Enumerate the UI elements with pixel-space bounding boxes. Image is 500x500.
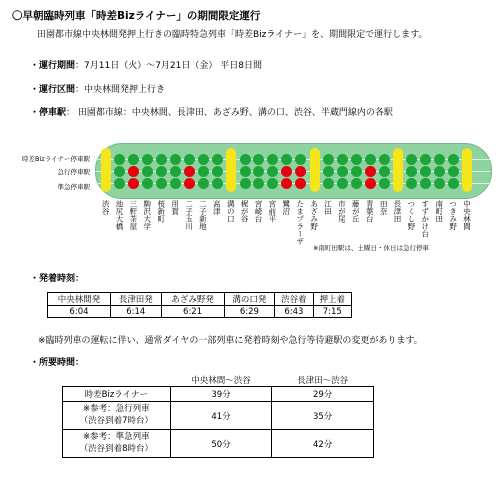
dep-header-cell: 中央林間発 <box>48 293 111 306</box>
stop-marker <box>184 154 195 165</box>
section-value: ：中央林間発押上行き <box>75 85 166 95</box>
station-name: 池尻大橋 <box>114 200 124 230</box>
stop-marker <box>420 166 431 177</box>
station-name: 鷺沼 <box>281 200 291 215</box>
section-line <box>30 82 165 95</box>
remark-text: ※臨時列車の運転に伴い、通常ダイヤの一部列車に発着時刻や急行等待避駅の変更があります。 <box>38 336 423 346</box>
stop-marker <box>142 154 153 165</box>
stop-marker <box>420 178 431 189</box>
dep-time-cell: 6:43 <box>275 306 313 318</box>
stop-marker <box>379 154 390 165</box>
stop-marker <box>212 166 223 177</box>
stop-marker <box>379 166 390 177</box>
row-label-semi: 準急停車駅 <box>57 183 90 191</box>
section-label: ・運行区間 <box>30 85 76 95</box>
required-label <box>63 402 171 430</box>
dep-time-cell: 6:29 <box>224 306 275 318</box>
stop-marker <box>406 154 417 165</box>
station-name: 渋谷 <box>101 200 111 215</box>
stop-marker <box>434 166 445 177</box>
station-name: 溝の口 <box>226 200 236 223</box>
stop-marker <box>170 178 181 189</box>
stop-marker <box>448 166 459 177</box>
stop-marker <box>323 178 334 189</box>
required-label <box>63 430 171 458</box>
stops-label: ・停車駅 <box>30 108 67 118</box>
station-name: 江田 <box>323 200 333 215</box>
stop-marker <box>128 178 139 189</box>
station-name: 青葉台 <box>365 200 375 223</box>
stop-marker <box>406 178 417 189</box>
station-name: 二子新地 <box>198 200 208 230</box>
required-value: 50分 <box>170 430 272 458</box>
station-name: 市が尾 <box>337 200 347 223</box>
departure-table <box>47 292 352 318</box>
stop-marker <box>253 166 264 177</box>
stop-marker <box>337 178 348 189</box>
stop-marker <box>448 178 459 189</box>
required-value: 41分 <box>170 402 272 430</box>
departure-time-row <box>48 306 352 318</box>
period-value: ：7月11日（火）～7月21日（金） 平日8日間 <box>75 61 262 71</box>
stop-marker <box>337 166 348 177</box>
stop-marker-biz <box>226 148 236 192</box>
stop-marker <box>184 178 195 189</box>
required-header-row <box>63 373 374 387</box>
stop-marker <box>212 178 223 189</box>
required-col1: 中央林間～渋谷 <box>170 373 272 387</box>
required-label-main: ※参考：急行列車 <box>83 404 150 415</box>
required-value: 29分 <box>272 387 374 402</box>
stop-marker <box>434 154 445 165</box>
stop-marker <box>337 154 348 165</box>
stop-marker <box>281 166 292 177</box>
station-name: すずかけ台 <box>420 200 430 238</box>
stop-marker <box>240 178 251 189</box>
stop-marker <box>142 166 153 177</box>
stop-marker <box>156 166 167 177</box>
station-name: 桜新町 <box>156 200 166 223</box>
stop-marker <box>379 178 390 189</box>
stop-marker <box>212 154 223 165</box>
station-name: 南町田 <box>434 200 444 223</box>
dep-time-cell: 7:15 <box>313 306 351 318</box>
required-row-biz <box>63 387 374 402</box>
stop-marker <box>281 178 292 189</box>
stop-marker <box>142 178 153 189</box>
stop-marker <box>198 178 209 189</box>
stop-marker <box>170 166 181 177</box>
station-name: 二子玉川 <box>184 200 194 230</box>
diagram-note: ※南町田駅は、土曜日・休日は急行停車 <box>313 244 429 252</box>
departure-header-row <box>48 293 352 306</box>
station-name: 藤が丘 <box>351 200 361 223</box>
station-name: 田奈 <box>379 200 389 215</box>
required-label-sub: （渋谷到着7時台） <box>79 415 154 426</box>
stop-marker <box>114 166 125 177</box>
period-label: ・運行期間 <box>30 61 76 71</box>
station-name: 三軒茶屋 <box>128 200 138 230</box>
station-name: 駒沢大学 <box>142 200 152 230</box>
station-name: 宮崎台 <box>253 200 263 223</box>
stop-marker <box>281 154 292 165</box>
dep-time-cell: 6:21 <box>161 306 224 318</box>
stop-marker <box>156 178 167 189</box>
period-line <box>30 58 262 71</box>
dep-time-cell: 6:04 <box>48 306 111 318</box>
stop-marker-biz <box>462 148 472 192</box>
required-row-express <box>63 402 374 430</box>
stops-value: ： 田園都市線：中央林間、長津田、あざみ野、溝の口、渋谷、半蔵門線内の各駅 <box>66 108 393 118</box>
dep-header-cell: 渋谷着 <box>275 293 313 306</box>
row-label-express: 急行停車駅 <box>57 168 90 176</box>
station-name: つくし野 <box>406 200 416 230</box>
station-name: あざみ野 <box>309 200 319 230</box>
required-row-semi <box>63 430 374 458</box>
station-name: つきみ野 <box>448 200 458 230</box>
stop-marker <box>365 178 376 189</box>
stop-marker <box>253 178 264 189</box>
stop-marker <box>434 178 445 189</box>
stop-marker <box>253 154 264 165</box>
stop-marker <box>323 166 334 177</box>
stop-marker <box>323 154 334 165</box>
stop-marker <box>128 154 139 165</box>
stop-marker <box>295 154 306 165</box>
station-name: 長津田 <box>392 200 402 223</box>
required-label-main: ※参考：準急列車 <box>83 432 150 443</box>
stop-marker <box>128 166 139 177</box>
required-col2: 長津田～渋谷 <box>272 373 374 387</box>
stop-marker <box>267 178 278 189</box>
stop-marker <box>295 178 306 189</box>
required-value: 42分 <box>272 430 374 458</box>
stop-marker <box>351 166 362 177</box>
stop-marker <box>267 166 278 177</box>
stop-marker <box>448 154 459 165</box>
stop-marker <box>295 166 306 177</box>
intro-text: 田園都市線中央林間発押上行きの臨時特急列車「時差Bizライナー」を、期間限定で運行します。 <box>37 30 428 40</box>
dep-header-cell: 押上着 <box>313 293 351 306</box>
dep-header-cell: あざみ野発 <box>161 293 224 306</box>
stop-marker <box>351 178 362 189</box>
stop-marker <box>406 166 417 177</box>
required-label: 時差Bizライナー <box>63 387 171 402</box>
required-heading: ・所要時間： <box>30 358 85 368</box>
departure-heading: ・発着時刻： <box>30 274 85 284</box>
stop-marker <box>351 154 362 165</box>
stop-marker <box>198 166 209 177</box>
dep-header-cell: 長津田発 <box>110 293 161 306</box>
required-value: 39分 <box>170 387 272 402</box>
stop-marker <box>240 154 251 165</box>
stop-marker-biz <box>101 148 111 192</box>
required-table <box>62 373 374 458</box>
stop-marker <box>198 154 209 165</box>
dep-time-cell: 6:14 <box>110 306 161 318</box>
stop-marker <box>240 166 251 177</box>
stop-marker <box>267 154 278 165</box>
station-name: 中央林間 <box>462 200 472 230</box>
stop-marker-biz <box>393 148 403 192</box>
stop-marker-biz <box>310 148 320 192</box>
dep-header-cell: 溝の口発 <box>224 293 275 306</box>
station-name: 宮前平 <box>267 200 277 223</box>
station-name: 高津 <box>212 200 222 215</box>
stop-marker <box>420 154 431 165</box>
stop-marker <box>184 166 195 177</box>
page-title: 〇早朝臨時列車「時差Bizライナー」の期間限定運行 <box>12 10 261 22</box>
row-label-biz: 時差Bizライナー停車駅 <box>22 155 90 163</box>
stop-marker <box>156 154 167 165</box>
stop-marker <box>170 154 181 165</box>
station-name: たまプラーザ <box>295 200 305 245</box>
required-value: 35分 <box>272 402 374 430</box>
stop-marker <box>114 154 125 165</box>
stops-line <box>30 105 393 118</box>
stop-marker <box>365 166 376 177</box>
station-name: 用賀 <box>170 200 180 215</box>
station-name: 梶が谷 <box>240 200 250 223</box>
stop-marker <box>365 154 376 165</box>
required-corner <box>63 373 171 387</box>
stop-marker <box>114 178 125 189</box>
required-label-sub: （渋谷到着8時台） <box>79 443 154 454</box>
